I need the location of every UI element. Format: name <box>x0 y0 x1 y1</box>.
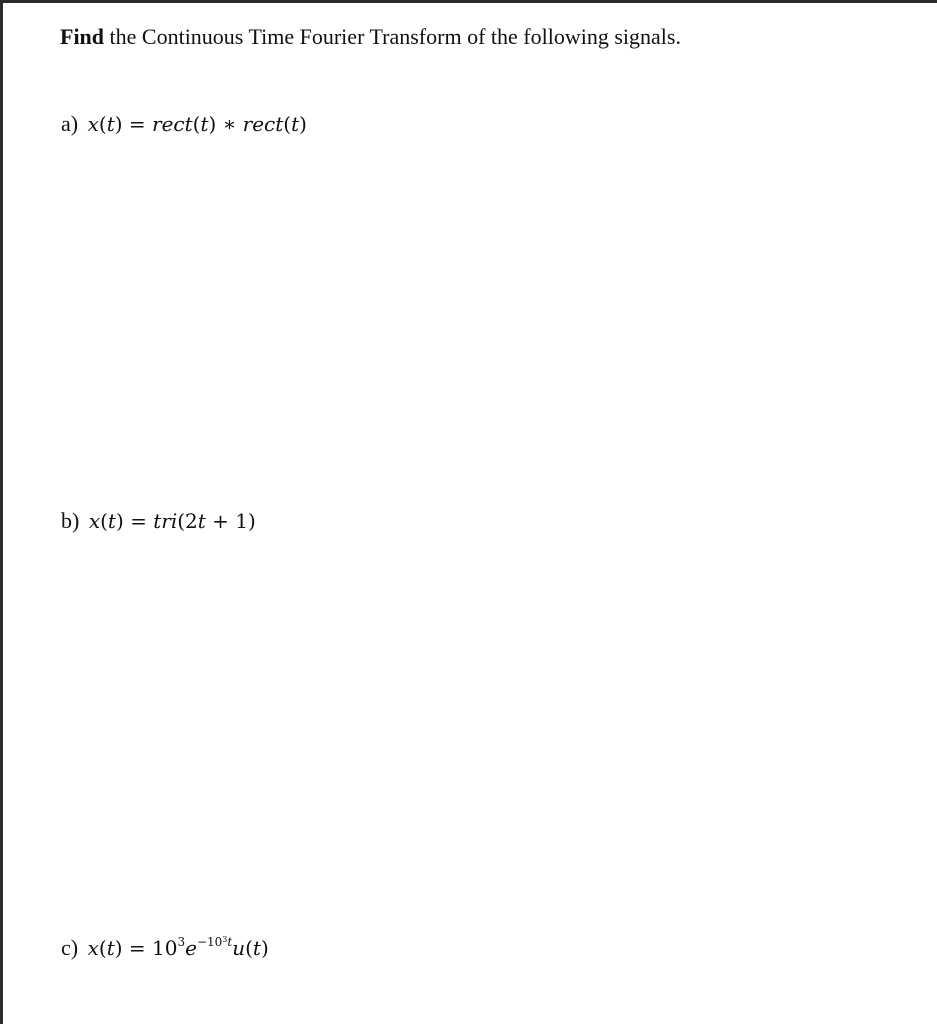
problem-a-equation: x(t) = rect(t) ∗ rect(t) <box>87 112 307 136</box>
problem-b <box>61 510 256 532</box>
problem-c <box>61 936 269 959</box>
instruction-bold-word: Find <box>60 24 105 49</box>
problem-a <box>61 113 307 135</box>
document-page <box>3 3 937 1024</box>
instruction-heading <box>60 24 681 50</box>
problem-b-label: b) <box>61 508 80 533</box>
instruction-text: the Continuous Time Fourier Transform of the following signals. <box>104 24 681 49</box>
problem-a-label: a) <box>61 111 79 136</box>
problem-b-equation: x(t) = tri(2t + 1) <box>88 509 256 533</box>
problem-c-equation: $x(t) = 10^3e^{-10^3t}u(t)$ <box>87 935 269 960</box>
problem-c-label: c) <box>61 935 79 960</box>
